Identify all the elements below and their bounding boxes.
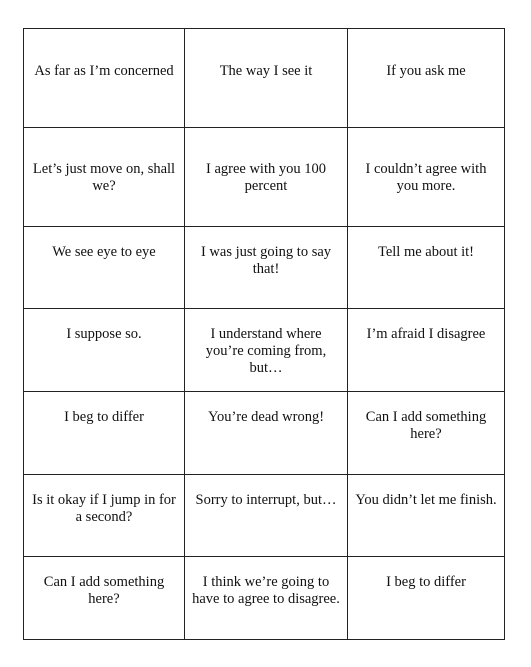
card-text: I beg to differ	[386, 574, 466, 590]
card-text: Can I add something here?	[365, 409, 487, 442]
phrase-card	[348, 392, 505, 475]
card-row	[24, 475, 505, 557]
card-row	[24, 227, 505, 309]
phrase-card	[24, 309, 185, 392]
phrase-card	[24, 128, 185, 227]
card-text: I was just going to say that!	[200, 244, 332, 277]
card-text: Sorry to interrupt, but…	[195, 492, 337, 508]
phrase-card	[185, 475, 348, 557]
card-text: Can I add something here?	[43, 574, 165, 607]
phrase-card	[185, 227, 348, 309]
phrase-card	[348, 128, 505, 227]
card-text: I understand where you’re coming from, but…	[205, 326, 327, 376]
card-text: You’re dead wrong!	[207, 409, 325, 425]
card-row	[24, 29, 505, 128]
phrase-card	[348, 557, 505, 640]
card-text: The way I see it	[219, 63, 313, 79]
phrase-card	[185, 309, 348, 392]
phrase-card	[348, 227, 505, 309]
phrase-card	[24, 29, 185, 128]
phrase-card	[24, 475, 185, 557]
phrase-card	[348, 309, 505, 392]
card-text: You didn’t let me finish.	[355, 492, 497, 508]
card-text: If you ask me	[386, 63, 466, 79]
phrase-card	[185, 392, 348, 475]
card-row	[24, 309, 505, 392]
card-text: Tell me about it!	[377, 244, 475, 260]
card-text: Let’s just move on, shall we?	[32, 161, 176, 194]
card-text: I couldn’t agree with you more.	[365, 161, 487, 194]
card-text: We see eye to eye	[52, 244, 156, 260]
card-text: Is it okay if I jump in for a second?	[32, 492, 176, 525]
card-text: I think we’re going to have to agree to disagree.	[192, 574, 340, 607]
phrase-card	[348, 29, 505, 128]
card-text: As far as I’m concerned	[34, 63, 174, 79]
card-text: I’m afraid I disagree	[366, 326, 486, 342]
phrase-card-grid	[23, 28, 505, 640]
phrase-card	[185, 557, 348, 640]
card-row	[24, 128, 505, 227]
card-text: I beg to differ	[64, 409, 144, 425]
phrase-card	[185, 128, 348, 227]
phrase-card	[348, 475, 505, 557]
phrase-card	[185, 29, 348, 128]
phrase-card	[24, 227, 185, 309]
card-text: I suppose so.	[66, 326, 142, 342]
phrase-card	[24, 557, 185, 640]
phrase-card	[24, 392, 185, 475]
card-row	[24, 392, 505, 475]
card-row	[24, 557, 505, 640]
card-text: I agree with you 100 percent	[206, 161, 326, 194]
